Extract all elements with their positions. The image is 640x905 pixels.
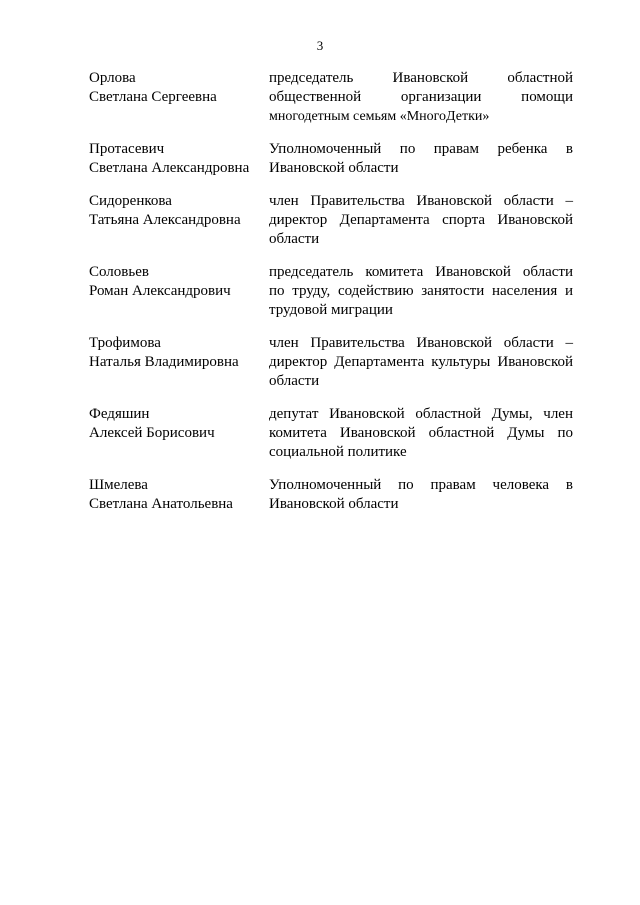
role-line: директор Департамента спорта Ивановской [269,212,573,228]
role-line: Ивановской области [269,496,399,512]
member-role [269,405,573,462]
member-surname: Соловьев [89,264,149,280]
member-entry [89,263,573,320]
role-line: области [269,373,320,389]
member-name [89,140,269,178]
role-line: Ивановской области [269,160,399,176]
page-number: 3 [316,38,324,53]
role-line: директор Департамента культуры Ивановской [269,354,573,370]
role-line: Уполномоченный по правам ребенка в [269,141,573,157]
member-surname: Протасевич [89,141,165,157]
member-given-name: Наталья Владимировна [89,354,239,370]
member-entry [89,192,573,249]
role-line: по труду, содействию занятости населения и [269,283,573,299]
role-line: многодетным семьям «МногоДетки» [269,109,490,124]
member-entry [89,476,573,514]
member-given-name: Светлана Александровна [89,160,250,176]
member-surname: Трофимова [89,335,161,351]
member-name [89,192,269,230]
role-line: член Правительства Ивановской области – [269,335,573,351]
role-line: комитета Ивановской областной Думы по [269,425,573,441]
member-given-name: Светлана Сергеевна [89,89,217,105]
member-given-name: Алексей Борисович [89,425,215,441]
member-entry [89,140,573,178]
member-entry [89,405,573,462]
member-role [269,263,573,320]
role-line: депутат Ивановской областной Думы, член [269,406,573,422]
role-line: области [269,231,320,247]
member-role [269,69,573,126]
member-role [269,334,573,391]
role-line: социальной политике [269,444,407,460]
member-name [89,405,269,443]
member-given-name: Светлана Анатольевна [89,496,233,512]
member-given-name: Роман Александрович [89,283,231,299]
member-entry [89,334,573,391]
member-role [269,140,573,178]
role-line: председатель Ивановской областной [269,70,573,86]
role-line: председатель комитета Ивановской области [269,264,573,280]
member-role [269,476,573,514]
member-surname: Орлова [89,70,136,86]
role-line: Уполномоченный по правам человека в [269,477,573,493]
role-line: общественной организации помощи [269,89,573,105]
member-surname: Шмелева [89,477,148,493]
member-given-name: Татьяна Александровна [89,212,241,228]
role-line: член Правительства Ивановской области – [269,193,573,209]
member-surname: Федяшин [89,406,150,422]
member-name [89,334,269,372]
member-name [89,69,269,107]
member-surname: Сидоренкова [89,193,172,209]
members-list [89,69,573,528]
role-line: трудовой миграции [269,302,393,318]
member-entry [89,69,573,126]
member-role [269,192,573,249]
member-name [89,476,269,514]
member-name [89,263,269,301]
